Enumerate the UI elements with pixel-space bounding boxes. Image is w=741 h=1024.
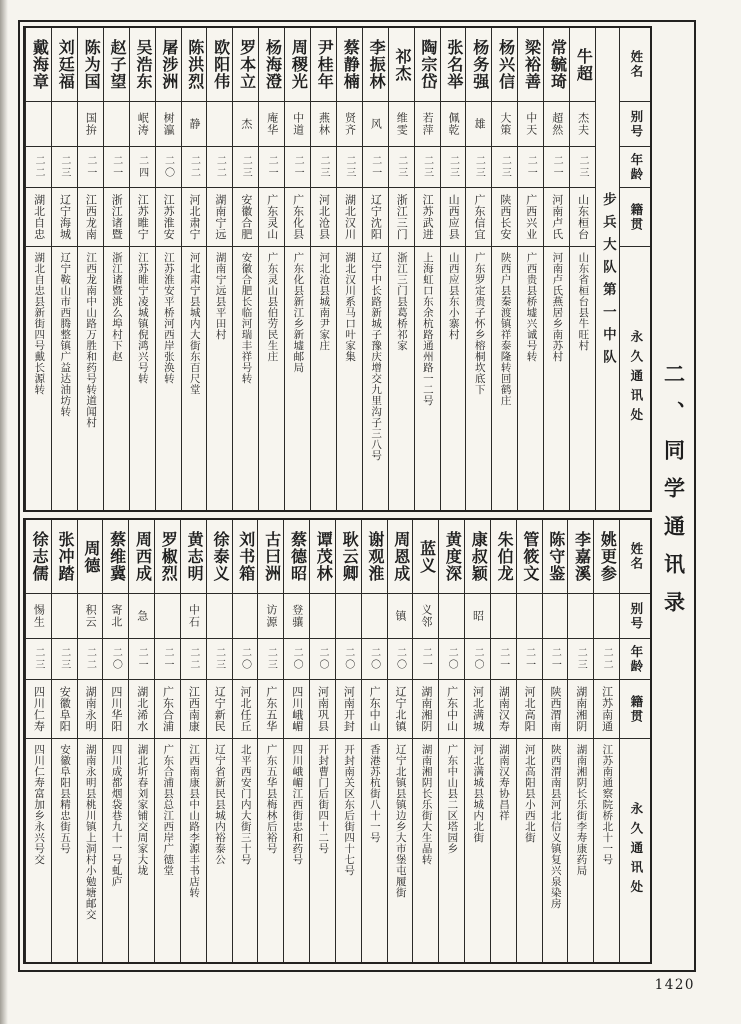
- person-native-place: 广东灵山: [259, 188, 284, 247]
- person-address: 安徽阜阳县精忠街五号: [58, 744, 70, 854]
- person-column: [25, 520, 51, 962]
- person-name: 尹桂年: [311, 28, 336, 102]
- person-native-place: 河北沧县: [311, 188, 336, 247]
- person-age: 二三: [415, 147, 440, 188]
- person-alias: 杰: [233, 102, 258, 147]
- page-frame: [18, 20, 696, 972]
- person-native-place: 辽宁海城: [52, 188, 77, 247]
- person-alias: [52, 594, 77, 639]
- person-address: 四川峨嵋江西街忠和药号: [291, 744, 303, 865]
- person-column: [309, 520, 335, 962]
- person-address: 河北高阳县小西北街: [523, 744, 535, 843]
- person-age: 二四: [130, 147, 155, 188]
- person-age: 二〇: [310, 639, 335, 680]
- person-age: 二三: [389, 147, 414, 188]
- person-name: 谭茂林: [310, 520, 335, 594]
- person-age: 二一: [518, 147, 543, 188]
- person-age: 二二: [181, 639, 206, 680]
- person-name: 罗椒烈: [155, 520, 180, 594]
- person-address: 江苏睢宁凌城镇倪鸿兴号转: [136, 252, 148, 384]
- person-address: 开封曹门后街四十二号: [317, 744, 329, 854]
- person-native-place: 湖北汉川: [337, 188, 362, 247]
- person-name: 杨海澄: [259, 28, 284, 102]
- person-alias: [207, 102, 232, 147]
- person-address: 江苏淮安平桥河西岸张涣转: [162, 252, 174, 384]
- top-table-columns: [25, 28, 595, 510]
- person-alias: 急: [129, 594, 154, 639]
- person-native-place: 四川峨嵋: [284, 680, 309, 739]
- person-native-place: 河北高阳: [517, 680, 542, 739]
- person-age: 二〇: [156, 147, 181, 188]
- person-native-place: 广东五华: [258, 680, 283, 739]
- person-native-place: 河南卢氏: [544, 188, 569, 247]
- person-address: 广西贵县桥墟兴诚号转: [525, 252, 537, 362]
- header-name: 姓名: [620, 28, 650, 102]
- person-address: 陕西户县秦渡镇祥泰隆转回鹤庄: [499, 252, 511, 406]
- person-name: 杨兴信: [492, 28, 517, 102]
- person-address: 辽宁鞍山市西腾整镇广益达油坊转: [59, 252, 71, 417]
- person-age: 二二: [78, 639, 103, 680]
- person-age: 二〇: [439, 639, 464, 680]
- person-name: 罗本立: [233, 28, 258, 102]
- person-alias: 义邻: [413, 594, 438, 639]
- person-column: [465, 28, 491, 510]
- person-age: 二〇: [465, 639, 490, 680]
- person-address: 广东灵山县伯劳民生庄: [266, 252, 278, 362]
- person-alias: [207, 594, 232, 639]
- person-age: 二〇: [233, 639, 258, 680]
- person-name: 杨务强: [466, 28, 491, 102]
- person-alias: [439, 594, 464, 639]
- person-name: 朱伯龙: [491, 520, 516, 594]
- person-age: 二三: [207, 639, 232, 680]
- person-native-place: 广东化县: [285, 188, 310, 247]
- person-address: 广东中山县二区塔园乡: [446, 744, 458, 854]
- person-native-place: 江苏睢宁: [130, 188, 155, 247]
- person-column: [438, 520, 464, 962]
- person-column: [51, 28, 77, 510]
- person-address: 辽宁省新民县城内裕泰公: [213, 744, 225, 865]
- person-native-place: 四川仁寿: [26, 680, 51, 739]
- person-name: 蓝义: [413, 520, 438, 594]
- person-native-place: 山西应县: [441, 188, 466, 247]
- person-column: [129, 28, 155, 510]
- unit-designation-column: [595, 28, 619, 510]
- header-native-place: 籍贯: [620, 188, 650, 247]
- person-column: [257, 520, 283, 962]
- person-column: [283, 520, 309, 962]
- person-alias: 岷涛: [130, 102, 155, 147]
- person-name: 姚更参: [594, 520, 619, 594]
- person-alias: [233, 594, 258, 639]
- person-address: 湖北自忠县新街四号戴长源转: [33, 252, 45, 395]
- person-age: 二一: [129, 639, 154, 680]
- person-name: 刘廷福: [52, 28, 77, 102]
- person-alias: 登骧: [284, 594, 309, 639]
- person-native-place: 江西南康: [181, 680, 206, 739]
- person-age: 二〇: [284, 639, 309, 680]
- person-column: [232, 520, 258, 962]
- person-address: 河南卢氏燕居乡南苏村: [551, 252, 563, 362]
- person-age: 二二: [26, 147, 51, 188]
- person-native-place: 河南巩县: [310, 680, 335, 739]
- person-native-place: 浙江三门: [389, 188, 414, 247]
- person-age: 二一: [155, 639, 180, 680]
- person-column: [258, 28, 284, 510]
- person-alias: [26, 102, 51, 147]
- person-alias: [310, 594, 335, 639]
- section-title-column: [652, 22, 694, 970]
- person-alias: [104, 102, 129, 147]
- person-age: 二一: [413, 639, 438, 680]
- person-native-place: 辽宁北镇: [388, 680, 413, 739]
- person-address: 上海虹口东余杭路通州路一二号: [421, 252, 433, 406]
- person-native-place: 江西龙南: [78, 188, 103, 247]
- person-alias: 国拚: [78, 102, 103, 147]
- person-address: 河北沧县城南尹家庄: [318, 252, 330, 351]
- person-alias: 中天: [518, 102, 543, 147]
- person-column: [284, 28, 310, 510]
- person-name: 李振林: [363, 28, 388, 102]
- person-alias: 超然: [544, 102, 569, 147]
- person-address: 浙江三门县葛桥祁家: [395, 252, 407, 351]
- header-alias: 别号: [620, 594, 650, 639]
- person-name: 祁杰: [389, 28, 414, 102]
- person-address: 湖南湘阴长乐街大生晶转: [420, 744, 432, 865]
- person-address: 河北肃宁县城内大街东百尺堂: [188, 252, 200, 395]
- person-alias: 佩乾: [441, 102, 466, 147]
- header-native-place: 籍贯: [620, 680, 650, 739]
- person-native-place: 河北肃宁: [182, 188, 207, 247]
- person-alias: 中石: [181, 594, 206, 639]
- person-column: [464, 520, 490, 962]
- person-name: 吴浩东: [130, 28, 155, 102]
- person-address: 江西南康县中山路李源丰书店转: [188, 744, 200, 898]
- header-age: 年龄: [620, 639, 650, 680]
- person-name: 蔡维冀: [103, 520, 128, 594]
- person-native-place: 山东桓台: [570, 188, 595, 247]
- person-age: 二三: [568, 639, 593, 680]
- header-address: 永久通讯处: [628, 801, 643, 900]
- person-native-place: 辽宁新民: [207, 680, 232, 739]
- person-address: 浙江诸暨洮么埠村下赵: [111, 252, 122, 362]
- person-address: 辽宁中长路新城子豫庆增交九里沟子三八号: [370, 252, 382, 461]
- person-age: 二三: [52, 147, 77, 188]
- person-alias: 维雯: [389, 102, 414, 147]
- person-alias: 镇: [388, 594, 413, 639]
- person-alias: 贤齐: [337, 102, 362, 147]
- person-alias: [568, 594, 593, 639]
- person-column: [335, 520, 361, 962]
- person-name: 屠涉洲: [156, 28, 181, 102]
- person-age: 二三: [570, 147, 595, 188]
- person-alias: [543, 594, 568, 639]
- person-name: 欧阳伟: [207, 28, 232, 102]
- person-age: 二一: [363, 147, 388, 188]
- person-column: [569, 28, 595, 510]
- person-alias: [362, 594, 387, 639]
- person-column: [542, 520, 568, 962]
- unit-designation: 步兵大队第一中队: [600, 192, 616, 372]
- person-column: [180, 520, 206, 962]
- header-alias: 别号: [620, 102, 650, 147]
- person-native-place: 四川华阳: [103, 680, 128, 739]
- bottom-table-columns: [25, 520, 619, 962]
- person-column: [206, 520, 232, 962]
- person-name: 黄度深: [439, 520, 464, 594]
- person-address: 湖北汉川系马口叶家集: [344, 252, 356, 362]
- person-age: 二三: [466, 147, 491, 188]
- person-alias: 风: [363, 102, 388, 147]
- person-address: 山西应县东小寨村: [447, 252, 459, 340]
- person-name: 陈为国: [78, 28, 103, 102]
- person-name: 耿云卿: [336, 520, 361, 594]
- header-address: 永久通讯处: [628, 329, 643, 428]
- person-age: 二一: [544, 147, 569, 188]
- person-column: [310, 28, 336, 510]
- person-age: 二二: [207, 147, 232, 188]
- person-age: 二二: [594, 639, 619, 680]
- person-address: 江西龙南中山路万胜和药号转道闻村: [85, 252, 97, 428]
- person-native-place: 河北任丘: [233, 680, 258, 739]
- person-address: 开封南关区东后街四十七号: [343, 744, 355, 876]
- person-native-place: 河南开封: [336, 680, 361, 739]
- person-alias: 惕生: [26, 594, 51, 639]
- person-alias: 积云: [78, 594, 103, 639]
- person-native-place: 辽宁沈阳: [363, 188, 388, 247]
- person-column: [516, 520, 542, 962]
- person-native-place: 湖南宁远: [207, 188, 232, 247]
- person-address: 湖南汉寿协昌祥: [498, 744, 510, 821]
- person-column: [440, 28, 466, 510]
- person-name: 赵子望: [104, 28, 129, 102]
- person-native-place: 江苏武进: [415, 188, 440, 247]
- person-alias: 大策: [492, 102, 517, 147]
- person-address: 湖北圻春刘家铺交周家大垅: [136, 744, 148, 876]
- person-alias: [491, 594, 516, 639]
- person-age: 二三: [26, 639, 51, 680]
- person-column: [387, 520, 413, 962]
- person-column: [25, 28, 51, 510]
- person-address: 广东罗定贵子怀乡榕桐坎底下: [473, 252, 485, 395]
- person-column: [336, 28, 362, 510]
- person-column: [155, 28, 181, 510]
- person-name: 张冲踏: [52, 520, 77, 594]
- person-native-place: 广东信宜: [466, 188, 491, 247]
- bottom-table-header-column: [619, 520, 650, 962]
- person-age: 二一: [78, 147, 103, 188]
- person-alias: 昭: [465, 594, 490, 639]
- person-alias: [336, 594, 361, 639]
- person-native-place: 陕西渭南: [543, 680, 568, 739]
- person-address: 江苏南通察院桥北十一号: [601, 744, 613, 865]
- bottom-table: [23, 518, 652, 964]
- person-name: 周德: [78, 520, 103, 594]
- person-name: 牛超: [570, 28, 595, 102]
- person-alias: [594, 594, 619, 639]
- top-table: [23, 26, 652, 512]
- person-column: [388, 28, 414, 510]
- person-name: 刘书箱: [233, 520, 258, 594]
- person-native-place: 广东中山: [439, 680, 464, 739]
- person-address: 广东化县新江乡新墟邮局: [292, 252, 304, 373]
- person-age: 二三: [441, 147, 466, 188]
- person-native-place: 安徽阜阳: [52, 680, 77, 739]
- person-column: [206, 28, 232, 510]
- person-column: [362, 28, 388, 510]
- person-name: 古曰洲: [258, 520, 283, 594]
- person-column: [567, 520, 593, 962]
- person-native-place: 江苏南通: [594, 680, 619, 739]
- person-age: 二一: [491, 639, 516, 680]
- person-name: 徐泰义: [207, 520, 232, 594]
- person-column: [77, 520, 103, 962]
- person-name: 管筱文: [517, 520, 542, 594]
- page-number: 1420: [654, 977, 695, 993]
- person-name: 张名举: [441, 28, 466, 102]
- person-name: 常毓琦: [544, 28, 569, 102]
- person-name: 周西成: [129, 520, 154, 594]
- person-alias: 雄: [466, 102, 491, 147]
- person-name: 蔡德昭: [284, 520, 309, 594]
- person-name: 周稷光: [285, 28, 310, 102]
- person-address: 四川成都烟袋巷九十一号虬庐: [110, 744, 122, 887]
- header-age: 年龄: [620, 147, 650, 188]
- person-alias: 若萍: [415, 102, 440, 147]
- person-name: 蔡静楠: [337, 28, 362, 102]
- person-age: 二〇: [336, 639, 361, 680]
- person-name: 李嘉溪: [568, 520, 593, 594]
- person-native-place: 湖南湘阴: [568, 680, 593, 739]
- person-alias: [517, 594, 542, 639]
- person-name: 谢观淮: [362, 520, 387, 594]
- top-table-header-column: [619, 28, 650, 510]
- person-column: [361, 520, 387, 962]
- person-native-place: 广东中山: [362, 680, 387, 739]
- person-name: 徐志儒: [26, 520, 51, 594]
- person-native-place: 湖北自忠: [26, 188, 51, 247]
- person-name: 陈守鉴: [543, 520, 568, 594]
- person-alias: 燕林: [311, 102, 336, 147]
- person-alias: 树瀛: [156, 102, 181, 147]
- person-age: 二三: [492, 147, 517, 188]
- person-column: [232, 28, 258, 510]
- person-age: 二三: [337, 147, 362, 188]
- person-column: [593, 520, 619, 962]
- person-column: [543, 28, 569, 510]
- person-age: 二一: [517, 639, 542, 680]
- person-age: 二〇: [103, 639, 128, 680]
- person-column: [414, 28, 440, 510]
- person-column: [128, 520, 154, 962]
- person-column: [412, 520, 438, 962]
- person-column: [102, 520, 128, 962]
- person-column: [517, 28, 543, 510]
- person-native-place: 广东合浦: [155, 680, 180, 739]
- person-address: 湖南宁远县平田村: [214, 252, 226, 340]
- person-column: [77, 28, 103, 510]
- section-title: 二、同学通讯录: [661, 363, 686, 629]
- person-column: [181, 28, 207, 510]
- person-name: 梁裕善: [518, 28, 543, 102]
- person-name: 黄志明: [181, 520, 206, 594]
- person-address: 香港苏杭街八十一号: [368, 744, 380, 843]
- person-age: 二一: [285, 147, 310, 188]
- person-alias: [52, 102, 77, 147]
- person-address: 北平西安门内大街三十号: [239, 744, 251, 865]
- person-name: 康叔颖: [465, 520, 490, 594]
- person-age: 二三: [52, 639, 77, 680]
- person-address: 四川仁寿富加乡永兴号交: [33, 744, 45, 865]
- tables-area: [20, 22, 652, 970]
- person-address: 湖南湘阴长乐街李寿康药局: [575, 744, 587, 876]
- person-native-place: 河北满城: [465, 680, 490, 739]
- person-native-place: 湖北浠水: [129, 680, 154, 739]
- person-column: [154, 520, 180, 962]
- person-native-place: 广西兴业: [518, 188, 543, 247]
- person-name: 陈洪烈: [182, 28, 207, 102]
- person-alias: 寄北: [103, 594, 128, 639]
- person-alias: 庵华: [259, 102, 284, 147]
- person-age: 二一: [259, 147, 284, 188]
- person-address: 广东五华县梅林后裕号: [265, 744, 277, 854]
- person-native-place: 浙江诸暨: [104, 188, 129, 247]
- person-address: 广东合浦县总江西岸广德堂: [162, 744, 174, 876]
- person-name: 陶宗岱: [415, 28, 440, 102]
- person-column: [103, 28, 129, 510]
- person-age: 二一: [104, 147, 129, 188]
- person-native-place: 江苏淮安: [156, 188, 181, 247]
- person-name: 戴海章: [26, 28, 51, 102]
- person-alias: 访源: [258, 594, 283, 639]
- person-age: 二三: [258, 639, 283, 680]
- person-age: 二三: [233, 147, 258, 188]
- person-native-place: 湖南汉寿: [491, 680, 516, 739]
- person-native-place: 湖南湘阴: [413, 680, 438, 739]
- person-alias: 静: [182, 102, 207, 147]
- person-age: 二〇: [362, 639, 387, 680]
- person-column: [490, 520, 516, 962]
- person-column: [491, 28, 517, 510]
- person-alias: [155, 594, 180, 639]
- person-column: [51, 520, 77, 962]
- person-address: 河北满城县城内北街: [472, 744, 484, 843]
- person-age: 二三: [311, 147, 336, 188]
- person-address: 安徽合肥长临河瑞丰祥号转: [240, 252, 252, 384]
- person-address: 湖南永明县桃川镇上洞村小勉塘邮交: [84, 744, 96, 920]
- person-age: 二〇: [388, 639, 413, 680]
- header-name: 姓名: [620, 520, 650, 594]
- person-native-place: 安徽合肥: [233, 188, 258, 247]
- person-native-place: 陕西长安: [492, 188, 517, 247]
- person-address: 辽宁北镇县镇边乡大市堡屯履街: [394, 744, 406, 898]
- person-address: 山东省桓台县牛旺村: [577, 252, 589, 351]
- person-age: 二一: [543, 639, 568, 680]
- person-age: 二二: [182, 147, 207, 188]
- person-alias: 杰夫: [570, 102, 595, 147]
- person-native-place: 湖南永明: [78, 680, 103, 739]
- person-name: 周恩成: [388, 520, 413, 594]
- person-address: 陕西渭南县河北信义镇复兴泉染房: [549, 744, 561, 909]
- person-alias: 中道: [285, 102, 310, 147]
